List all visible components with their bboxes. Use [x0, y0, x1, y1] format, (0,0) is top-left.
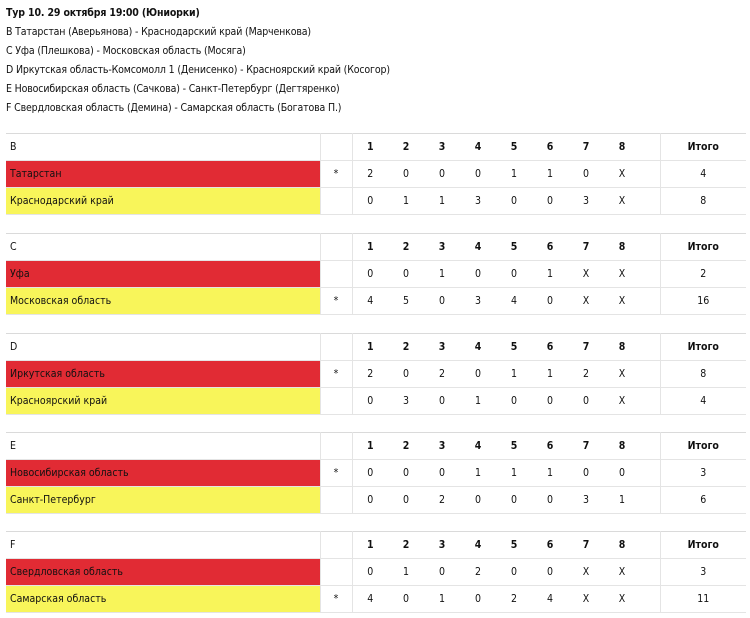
spacer-cell [640, 487, 660, 514]
end-number-header: 5 [496, 134, 532, 161]
match-line: C Уфа (Плешкова) - Московская область (Мосяга) [6, 45, 246, 57]
end-score: 1 [388, 559, 424, 586]
hammer-mark [320, 188, 352, 215]
team-row [6, 288, 746, 315]
end-score: 0 [424, 388, 460, 415]
spacer-cell [640, 234, 660, 261]
end-number-header: 2 [388, 334, 424, 361]
team-name: Новосибирская область [6, 460, 320, 487]
spacer-cell [640, 586, 660, 613]
end-score: 0 [532, 487, 568, 514]
end-score: 0 [388, 261, 424, 288]
end-score: 0 [604, 460, 640, 487]
team-row [6, 559, 746, 586]
end-score: 0 [460, 586, 496, 613]
end-number-header: 4 [460, 234, 496, 261]
end-number-header: 3 [424, 433, 460, 460]
end-number-header: 6 [532, 134, 568, 161]
sheet-label: D [6, 334, 320, 361]
sheet-label: E [6, 433, 320, 460]
scoreboard-group-c [6, 233, 746, 315]
end-number-header: 1 [352, 234, 388, 261]
scoreboard-group-e [6, 432, 746, 514]
end-score: 0 [424, 288, 460, 315]
end-score: 1 [532, 361, 568, 388]
end-score: 0 [388, 161, 424, 188]
end-number-header: 5 [496, 234, 532, 261]
end-score: X [604, 559, 640, 586]
end-score: 4 [352, 288, 388, 315]
end-score: X [568, 261, 604, 288]
end-number-header: 8 [604, 334, 640, 361]
team-name: Свердловская область [6, 559, 320, 586]
end-number-header: 2 [388, 433, 424, 460]
end-number-header: 2 [388, 234, 424, 261]
end-score: 1 [496, 161, 532, 188]
end-score: 3 [568, 487, 604, 514]
end-number-header: 4 [460, 532, 496, 559]
team-name: Красноярский край [6, 388, 320, 415]
end-score: 0 [388, 586, 424, 613]
end-score: 0 [496, 388, 532, 415]
end-score: 2 [352, 361, 388, 388]
scoreboard-header-row [6, 234, 746, 261]
hammer-mark [320, 388, 352, 415]
end-score: 2 [424, 361, 460, 388]
end-score: X [604, 586, 640, 613]
team-name: Московская область [6, 288, 320, 315]
team-total: 8 [660, 188, 746, 215]
hammer-mark: * [320, 586, 352, 613]
spacer-cell [640, 134, 660, 161]
team-row [6, 161, 746, 188]
spacer-cell [640, 334, 660, 361]
team-name: Иркутская область [6, 361, 320, 388]
end-number-header: 6 [532, 433, 568, 460]
end-score: 1 [604, 487, 640, 514]
spacer-cell [640, 188, 660, 215]
end-score: 0 [532, 388, 568, 415]
scoreboard-header-row [6, 134, 746, 161]
end-score: 0 [352, 388, 388, 415]
team-total: 6 [660, 487, 746, 514]
end-score: X [604, 361, 640, 388]
end-number-header: 8 [604, 234, 640, 261]
end-score: 4 [496, 288, 532, 315]
match-line: E Новосибирская область (Сачкова) - Санкт-Петербург (Дегтяренко) [6, 83, 340, 95]
end-score: X [568, 586, 604, 613]
end-score: 2 [568, 361, 604, 388]
end-score: 0 [460, 487, 496, 514]
end-score: 1 [424, 261, 460, 288]
end-score: 0 [532, 288, 568, 315]
end-score: 0 [460, 161, 496, 188]
end-score: 3 [568, 188, 604, 215]
end-score: 0 [568, 460, 604, 487]
end-score: 4 [532, 586, 568, 613]
match-line: F Свердловская область (Демина) - Самарская область (Богатова П.) [6, 102, 342, 114]
end-number-header: 1 [352, 334, 388, 361]
spacer-cell [640, 532, 660, 559]
end-score: 0 [532, 559, 568, 586]
end-number-header: 2 [388, 134, 424, 161]
scoreboard-group-b [6, 133, 746, 215]
sheet-label: B [6, 134, 320, 161]
end-number-header: 1 [352, 134, 388, 161]
scoreboard-group-d [6, 333, 746, 415]
end-number-header: 8 [604, 433, 640, 460]
end-score: X [604, 288, 640, 315]
end-score: 0 [568, 161, 604, 188]
end-number-header: 7 [568, 334, 604, 361]
team-total: 3 [660, 559, 746, 586]
hammer-header-cell [320, 234, 352, 261]
team-name: Татарстан [6, 161, 320, 188]
end-score: 1 [460, 460, 496, 487]
total-header: Итого [660, 433, 746, 460]
end-number-header: 3 [424, 532, 460, 559]
team-name: Самарская область [6, 586, 320, 613]
hammer-mark: * [320, 361, 352, 388]
end-number-header: 3 [424, 334, 460, 361]
total-header: Итого [660, 532, 746, 559]
end-score: 2 [352, 161, 388, 188]
end-number-header: 8 [604, 532, 640, 559]
end-score: 1 [388, 188, 424, 215]
end-score: 0 [496, 559, 532, 586]
end-number-header: 5 [496, 433, 532, 460]
end-score: 0 [352, 460, 388, 487]
spacer-cell [640, 361, 660, 388]
end-score: 0 [424, 460, 460, 487]
match-line: D Иркутская область-Комсомолл 1 (Денисенко) - Красноярский край (Косогор) [6, 64, 390, 76]
hammer-mark [320, 559, 352, 586]
team-row [6, 261, 746, 288]
end-number-header: 8 [604, 134, 640, 161]
end-number-header: 3 [424, 234, 460, 261]
end-score: 0 [496, 188, 532, 215]
hammer-header-cell [320, 334, 352, 361]
end-score: X [604, 388, 640, 415]
end-score: 1 [496, 361, 532, 388]
end-number-header: 1 [352, 433, 388, 460]
spacer-cell [640, 460, 660, 487]
end-score: 2 [424, 487, 460, 514]
total-header: Итого [660, 234, 746, 261]
spacer-cell [640, 288, 660, 315]
end-number-header: 4 [460, 334, 496, 361]
team-total: 11 [660, 586, 746, 613]
end-score: 5 [388, 288, 424, 315]
end-score: 0 [388, 487, 424, 514]
end-score: 1 [424, 586, 460, 613]
team-row [6, 460, 746, 487]
end-score: 0 [496, 261, 532, 288]
end-score: 0 [388, 361, 424, 388]
end-score: 0 [532, 188, 568, 215]
team-row [6, 586, 746, 613]
end-number-header: 7 [568, 134, 604, 161]
end-score: 3 [388, 388, 424, 415]
end-number-header: 4 [460, 433, 496, 460]
end-score: X [568, 288, 604, 315]
team-name: Уфа [6, 261, 320, 288]
hammer-mark: * [320, 288, 352, 315]
end-score: 2 [460, 559, 496, 586]
end-score: X [568, 559, 604, 586]
hammer-mark [320, 487, 352, 514]
team-total: 8 [660, 361, 746, 388]
hammer-mark: * [320, 161, 352, 188]
team-name: Санкт-Петербург [6, 487, 320, 514]
end-score: 2 [496, 586, 532, 613]
round-title: Тур 10. 29 октября 19:00 (Юниорки) [6, 7, 200, 19]
end-score: 0 [424, 559, 460, 586]
spacer-cell [640, 161, 660, 188]
end-score: 1 [496, 460, 532, 487]
team-row [6, 361, 746, 388]
scoreboard-header-row [6, 532, 746, 559]
team-row [6, 388, 746, 415]
team-total: 3 [660, 460, 746, 487]
scoreboard-header-row [6, 433, 746, 460]
spacer-cell [640, 388, 660, 415]
end-score: 0 [568, 388, 604, 415]
end-number-header: 6 [532, 334, 568, 361]
spacer-cell [640, 559, 660, 586]
team-row [6, 487, 746, 514]
end-number-header: 6 [532, 234, 568, 261]
team-total: 16 [660, 288, 746, 315]
hammer-header-cell [320, 433, 352, 460]
match-line: B Татарстан (Аверьянова) - Краснодарский край (Марченкова) [6, 26, 311, 38]
end-score: 0 [388, 460, 424, 487]
end-number-header: 3 [424, 134, 460, 161]
end-number-header: 6 [532, 532, 568, 559]
spacer-cell [640, 433, 660, 460]
end-score: 1 [532, 161, 568, 188]
end-score: 1 [532, 460, 568, 487]
end-score: 1 [460, 388, 496, 415]
spacer-cell [640, 261, 660, 288]
team-name: Краснодарский край [6, 188, 320, 215]
sheet-label: F [6, 532, 320, 559]
match-header [6, 4, 746, 118]
hammer-header-cell [320, 532, 352, 559]
end-number-header: 7 [568, 234, 604, 261]
end-score: X [604, 261, 640, 288]
team-total: 4 [660, 161, 746, 188]
end-score: 4 [352, 586, 388, 613]
end-score: 0 [352, 188, 388, 215]
total-header: Итого [660, 334, 746, 361]
end-score: 0 [352, 261, 388, 288]
end-number-header: 7 [568, 532, 604, 559]
end-score: 0 [352, 559, 388, 586]
team-row [6, 188, 746, 215]
team-total: 4 [660, 388, 746, 415]
end-score: 1 [532, 261, 568, 288]
end-number-header: 5 [496, 532, 532, 559]
end-score: X [604, 161, 640, 188]
end-number-header: 7 [568, 433, 604, 460]
end-score: 0 [460, 361, 496, 388]
end-score: 1 [424, 188, 460, 215]
scoreboard-header-row [6, 334, 746, 361]
scoreboard-group-f [6, 531, 746, 613]
hammer-header-cell [320, 134, 352, 161]
end-score: 0 [352, 487, 388, 514]
end-score: 0 [424, 161, 460, 188]
end-score: X [604, 188, 640, 215]
end-number-header: 5 [496, 334, 532, 361]
end-score: 0 [496, 487, 532, 514]
hammer-mark: * [320, 460, 352, 487]
end-score: 0 [460, 261, 496, 288]
end-score: 3 [460, 188, 496, 215]
end-score: 3 [460, 288, 496, 315]
sheet-label: C [6, 234, 320, 261]
end-number-header: 2 [388, 532, 424, 559]
end-number-header: 1 [352, 532, 388, 559]
end-number-header: 4 [460, 134, 496, 161]
hammer-mark [320, 261, 352, 288]
team-total: 2 [660, 261, 746, 288]
total-header: Итого [660, 134, 746, 161]
